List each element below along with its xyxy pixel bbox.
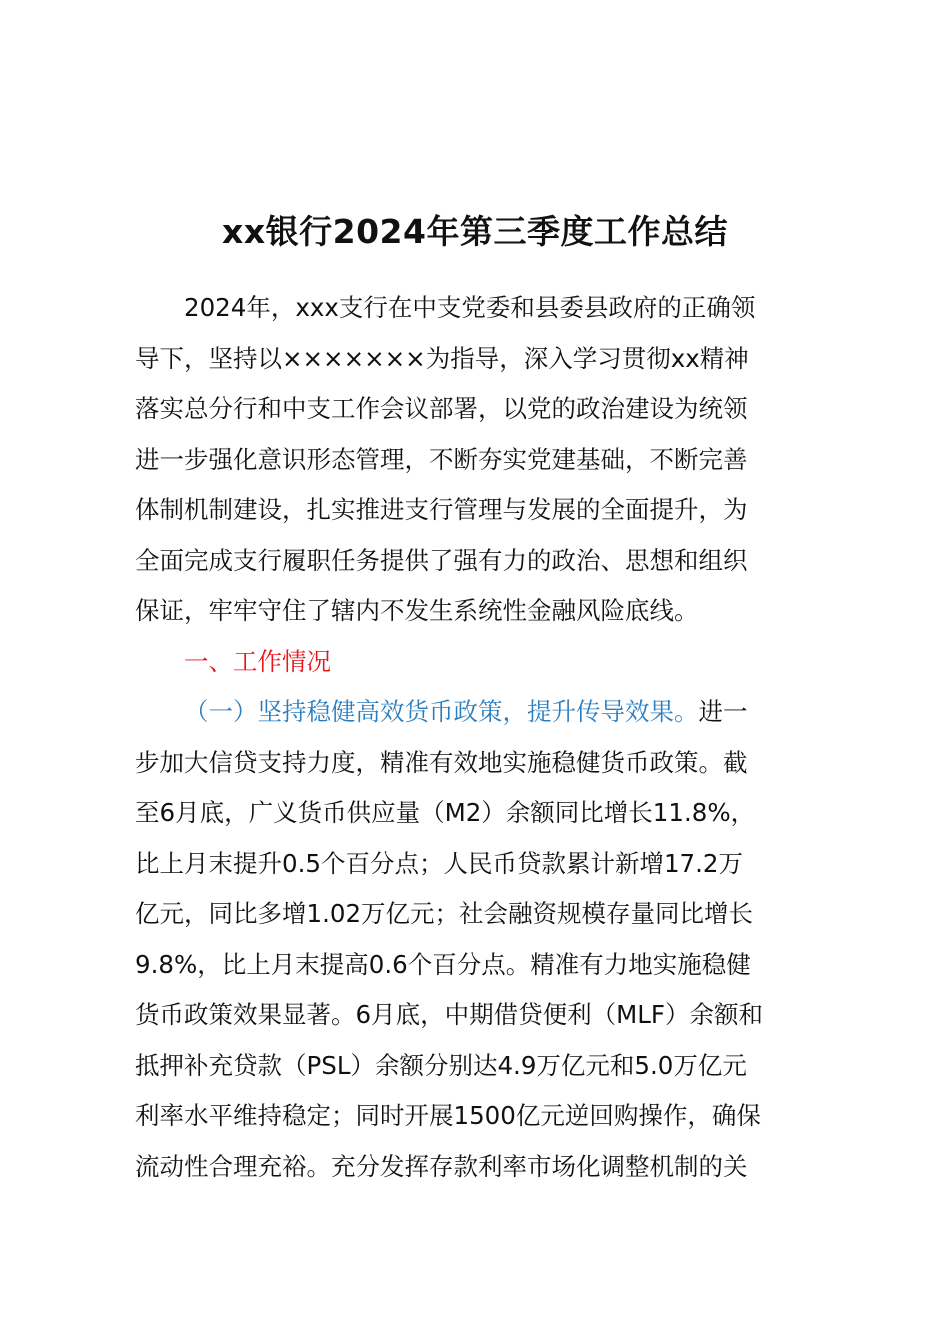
paragraph-line: 利率水平维持稳定；同时开展1500亿元逆回购操作，确保 [135, 1101, 761, 1130]
subsection-heading: （一）坚持稳健高效货币政策，提升传导效果。 [184, 697, 699, 726]
paragraph-line: 导下，坚持以×××××××为指导，深入学习贯彻xx精神 [135, 343, 749, 373]
paragraph-line: 货币政策效果显著。6月底，中期借贷便利（MLF）余额和 [135, 1000, 763, 1029]
paragraph-line: 流动性合理充裕。充分发挥存款利率市场化调整机制的关 [135, 1151, 748, 1181]
document-body [135, 283, 850, 1192]
paragraph-fragment: 进一 [698, 697, 748, 726]
paragraph-line: 落实总分行和中支工作会议部署，以党的政治建设为统领 [135, 394, 748, 423]
paragraph-line: 步加大信贷支持力度，精准有效地实施稳健货币政策。截 [135, 747, 748, 777]
paragraph-line: 比上月末提升0.5个百分点；人民币贷款累计新增17.2万 [135, 848, 744, 878]
paragraph-line: 亿元，同比多增1.02万亿元；社会融资规模存量同比增长 [135, 899, 754, 928]
paragraph-line: 2024年，xxx支行在中支党委和县委县政府的正确领 [184, 293, 756, 322]
paragraph-line: 进一步强化意识形态管理，不断夯实党建基础，不断完善 [135, 444, 748, 474]
paragraph-line: 9.8%，比上月末提高0.6个百分点。精准有力地实施稳健 [135, 949, 751, 979]
section-heading: 一、工作情况 [184, 646, 331, 676]
paragraph-line: 体制机制建设，扎实推进支行管理与发展的全面提升，为 [135, 495, 748, 524]
paragraph-line: 抵押补充贷款（PSL）余额分别达4.9万亿元和5.0万亿元 [135, 1050, 747, 1080]
subsection-first-line [135, 687, 850, 738]
paragraph-line: 保证，牢牢守住了辖内不发生系统性金融风险底线。 [135, 596, 699, 625]
document-title: xx银行2024年第三季度工作总结 [222, 212, 728, 251]
paragraph-line: 全面完成支行履职任务提供了强有力的政治、思想和组织 [135, 545, 748, 575]
paragraph-line: 至6月底，广义货币供应量（M2）余额同比增长11.8%， [135, 798, 756, 827]
